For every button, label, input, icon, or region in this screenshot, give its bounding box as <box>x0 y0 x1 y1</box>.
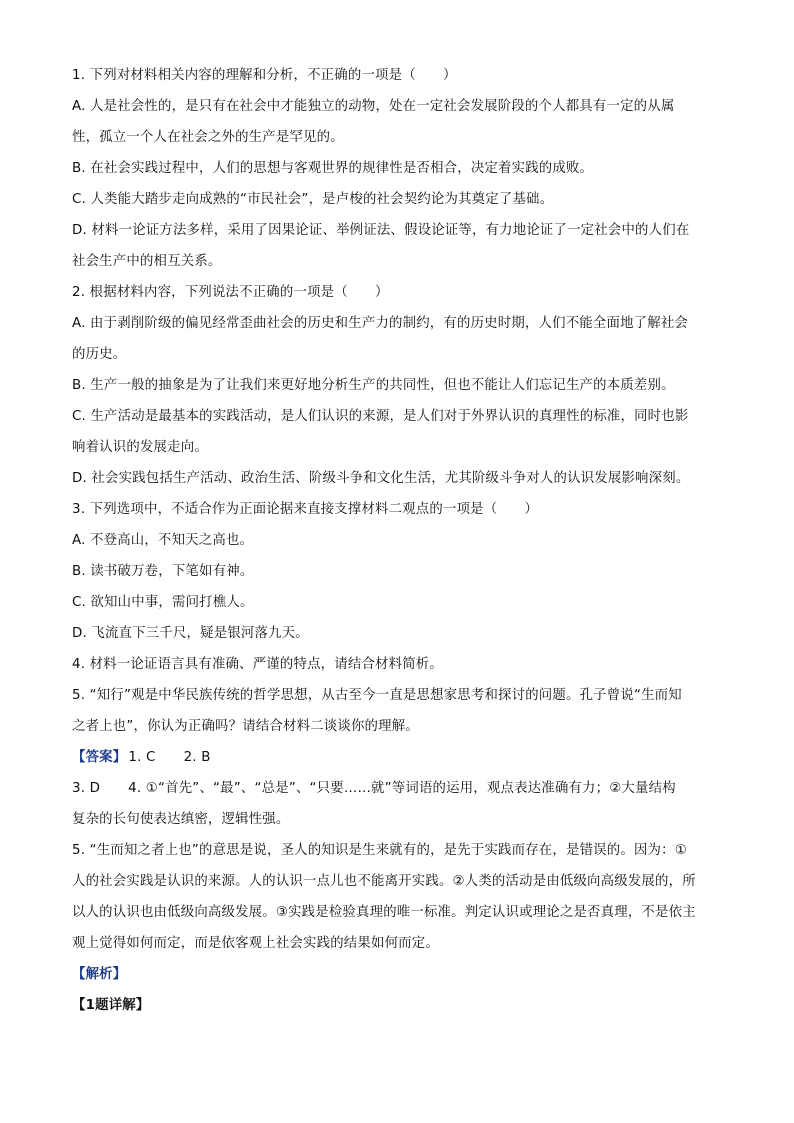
answer-tag: 【答案】 <box>72 750 127 765</box>
q3-option-d: D. 飞流直下三千尺，疑是银河落九天。 <box>72 626 309 641</box>
q1-option-c: C. 人类能大踏步走向成熟的“市民社会”，是卢梭的社会契约论为其奠定了基础。 <box>72 192 554 207</box>
q1-option-a-line2: 性，孤立一个人在社会之外的生产是罕见的。 <box>72 130 344 145</box>
answer-5-line2: 人的社会实践是认识的来源。人的认识一点儿也不能离开实践。②人类的活动是由低级向高级发展的，所 <box>72 874 696 889</box>
q2-option-b: B. 生产一般的抽象是为了让我们来更好地分析生产的共同性，但也不能让人们忘记生产的本质差别。 <box>72 378 675 393</box>
q4-stem: 4. 材料一论证语言具有准确、严谨的特点，请结合材料简析。 <box>72 657 443 672</box>
q5-stem-line1: 5. “知行”观是中华民族传统的哲学思想，从古至今一直是思想家思考和探讨的问题。孔子曾说“生而知 <box>72 688 682 703</box>
q1-option-a-line1: A. 人是社会性的，是只有在社会中才能独立的动物，处在一定社会发展阶段的个人都具有一定的从属 <box>72 99 675 114</box>
answer-5-line4: 观上觉得如何而定，而是依客观上社会实践的结果如何而定。 <box>72 936 439 951</box>
q1-stem: 1. 下列对材料相关内容的理解和分析，不正确的一项是（ ） <box>72 68 457 83</box>
detail-1-tag: 【1题详解】 <box>72 998 150 1013</box>
answer-line <box>72 746 724 777</box>
q1-option-d-line2: 社会生产中的相互关系。 <box>72 254 222 269</box>
q3-option-c: C. 欲知山中事，需问打樵人。 <box>72 595 254 610</box>
q3-option-a: A. 不登高山，不知天之高也。 <box>72 533 254 548</box>
document-content <box>72 64 724 1025</box>
answer-2: 2. B <box>183 750 211 765</box>
answer-3: 3. D <box>72 781 101 796</box>
analysis-tag-line <box>72 963 724 994</box>
q1-option-d-line1: D. 材料一论证方法多样，采用了因果论证、举例证法、假设论证等，有力地论证了一定社会中的人们在 <box>72 223 690 238</box>
detail-tag-line <box>72 994 724 1025</box>
q2-option-a-line1: A. 由于剥削阶级的偏见经常歪曲社会的历史和生产力的制约，有的历史时期，人们不能全面地了解社会 <box>72 316 689 331</box>
q3-option-b: B. 读书破万卷，下笔如有神。 <box>72 564 254 579</box>
q2-option-c-line2: 响着认识的发展走向。 <box>72 440 208 455</box>
answer-1: 1. C <box>128 750 156 765</box>
analysis-tag: 【解析】 <box>72 967 127 982</box>
q2-option-a-line2: 的历史。 <box>72 347 127 362</box>
q2-option-c-line1: C. 生产活动是最基本的实践活动，是人们认识的来源，是人们对于外界认识的真理性的标准，同时也影 <box>72 409 689 424</box>
q2-option-d: D. 社会实践包括生产活动、政治生活、阶级斗争和文化生活，尤其阶级斗争对人的认识发展影响深刻。 <box>72 471 690 486</box>
answer-4-line1: 4. ①“首先”、“最”、“总是”、“只要……就”等词语的运用，观点表达准确有力；②大量结构 <box>128 781 676 796</box>
answer-4-line2: 复杂的长句使表达缜密，逻辑性强。 <box>72 812 290 827</box>
q3-stem: 3. 下列选项中，不适合作为正面论据来直接支撑材料二观点的一项是（ ） <box>72 502 539 517</box>
q5-stem-line2: 之者上也”，你认为正确吗？请结合材料二谈谈你的理解。 <box>72 719 419 734</box>
answer-5-line3: 以人的认识也由低级向高级发展。③实践是检验真理的唯一标准。判定认识或理论之是否真理，不是依主 <box>72 905 696 920</box>
answer-3-4-line <box>72 777 724 808</box>
answer-5-line1: 5. “生而知之者上也”的意思是说，圣人的知识是生来就有的，是先于实践而存在，是错误的。因为：① <box>72 843 687 858</box>
q1-option-b: B. 在社会实践过程中，人们的思想与客观世界的规律性是否相合，决定着实践的成败。 <box>72 161 594 176</box>
q2-stem: 2. 根据材料内容，下列说法不正确的一项是（ ） <box>72 285 389 300</box>
